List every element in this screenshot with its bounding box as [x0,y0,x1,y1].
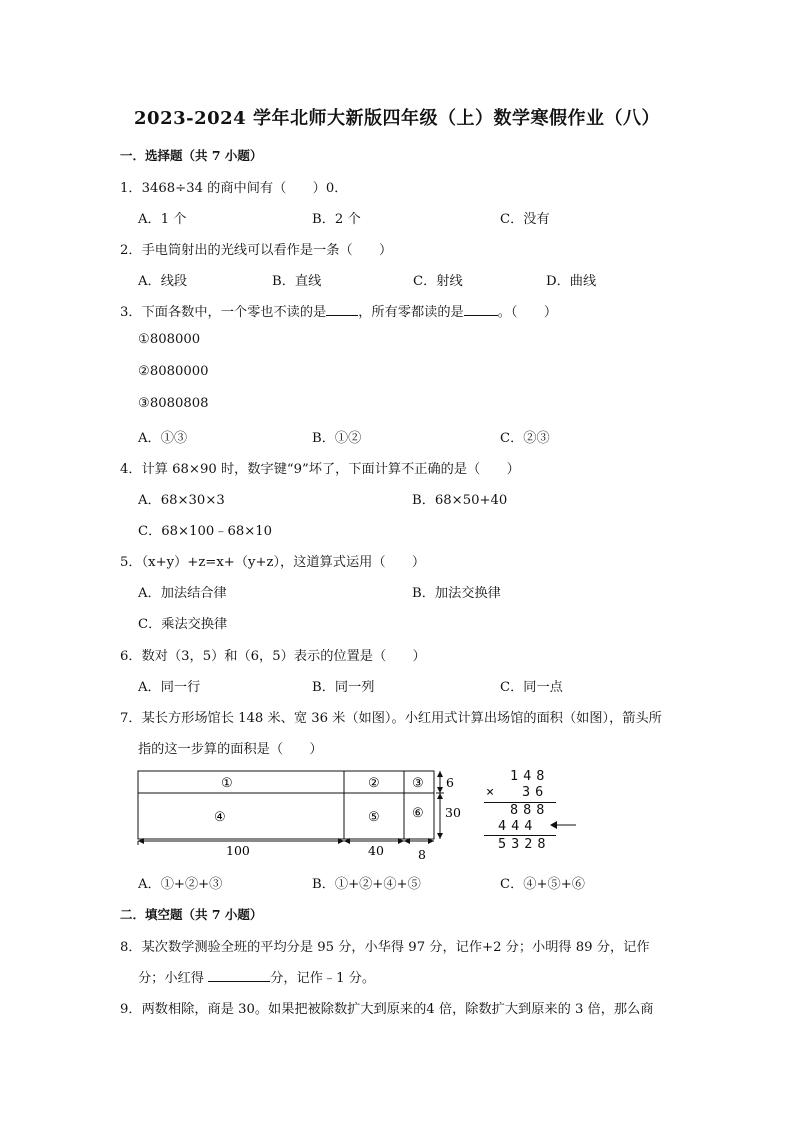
page-title: 2023-2024 学年北师大新版四年级（上）数学寒假作业（八） [134,108,660,129]
q3-blank-2 [464,303,498,316]
question-7-line-2: 指的这一步算的面积是（ ） [138,742,323,757]
calc-row-36: 36 [522,784,549,800]
q5-option-c: C．乘法交换律 [138,617,228,632]
q4-option-c: C．68×100﹣68×10 [138,524,273,539]
calc-row-888: 888 [510,802,550,818]
q1-option-a: A．1 个 [138,212,187,227]
section-heading-choice: 一．选择题（共 7 小题） [120,148,263,163]
question-8-line-1: 8．某次数学测验全班的平均分是 95 分，小华得 97 分，记作+2 分；小明得 89 分，记作 [120,940,650,955]
q2-option-a: A．线段 [138,274,188,289]
q8-text-b: 分，记作﹣1 分。 [270,971,376,986]
question-4: 4．计算 68×90 时，数字键“9”坏了，下面计算不正确的是（ ） [120,462,520,477]
question-5: 5．（x+y）+z=x+（y+z），这道算式运用（ ） [120,555,426,570]
height-6: 6 [446,775,454,790]
width-100: 100 [226,843,250,858]
q2-option-d: D．曲线 [546,274,597,289]
calc-row-5328: 5328 [498,836,551,852]
q3-blank-1 [326,303,358,316]
q3-text-c: 。（ ） [497,305,558,320]
q8-blank [208,969,270,982]
section-heading-fill: 二．填空题（共 7 小题） [120,907,263,922]
q3-text-b: ，所有零都读的是 [358,305,464,320]
q5-option-a: A．加法结合律 [138,586,227,601]
q4-option-b: B．68×50+40 [412,493,508,508]
question-2: 2．手电筒射出的光线可以看作是一条（ ） [120,243,393,258]
question-7-line-1: 7．某长方形场馆长 148 米、宽 36 米（如图）。小红用式计算出场馆的面积（如图），箭头所 [120,711,662,726]
q5-option-b: B．加法交换律 [412,586,501,601]
width-40: 40 [368,843,384,858]
question-3 [120,301,557,320]
calc-row-148: 148 [510,768,550,784]
q6-option-b: B．同一列 [312,680,375,695]
width-8: 8 [418,847,426,862]
cell-2: ② [368,776,380,791]
q8-text-a: 分；小红得 [138,971,209,986]
cell-3: ③ [412,776,424,791]
q3-item-3: ③8080808 [138,396,209,411]
area-diagram [136,765,466,865]
q3-option-c: C．②③ [500,431,550,446]
q7-option-c: C．④+⑤+⑥ [500,877,585,892]
question-8-line-2 [138,967,375,986]
cell-4: ④ [214,810,226,825]
calc-times: × [486,784,500,800]
q3-item-2: ②8080000 [138,364,209,379]
q7-option-a: A．①+②+③ [138,877,223,892]
q2-option-c: C．射线 [413,274,463,289]
question-9: 9．两数相除，商是 30。如果把被除数扩大到原来的4 倍，除数扩大到原来的 3 倍，那么商 [120,1002,654,1017]
calc-row-444: 444 [498,818,538,834]
q4-option-a: A．68×30×3 [138,493,225,508]
q7-option-b: B．①+②+④+⑤ [312,877,421,892]
cell-5: ⑤ [368,810,380,825]
q3-option-a: A．①③ [138,431,188,446]
q3-option-b: B．①② [312,431,362,446]
q3-item-1: ①808000 [138,332,201,347]
question-6: 6．数对（3，5）和（6，5）表示的位置是（ ） [120,649,426,664]
height-30: 30 [445,805,461,820]
q1-option-c: C．没有 [500,212,550,227]
q3-text-a: 3．下面各数中，一个零也不读的是 [120,305,327,320]
arrow-left-icon [548,818,578,832]
question-1: 1．3468÷34 的商中间有（ ）0． [120,181,348,196]
q6-option-c: C．同一点 [500,680,563,695]
cell-1: ① [221,776,233,791]
q1-option-b: B．2 个 [312,212,361,227]
q2-option-b: B．直线 [272,274,322,289]
cell-6: ⑥ [412,806,424,821]
vertical-multiplication [478,766,588,856]
q6-option-a: A．同一行 [138,680,201,695]
